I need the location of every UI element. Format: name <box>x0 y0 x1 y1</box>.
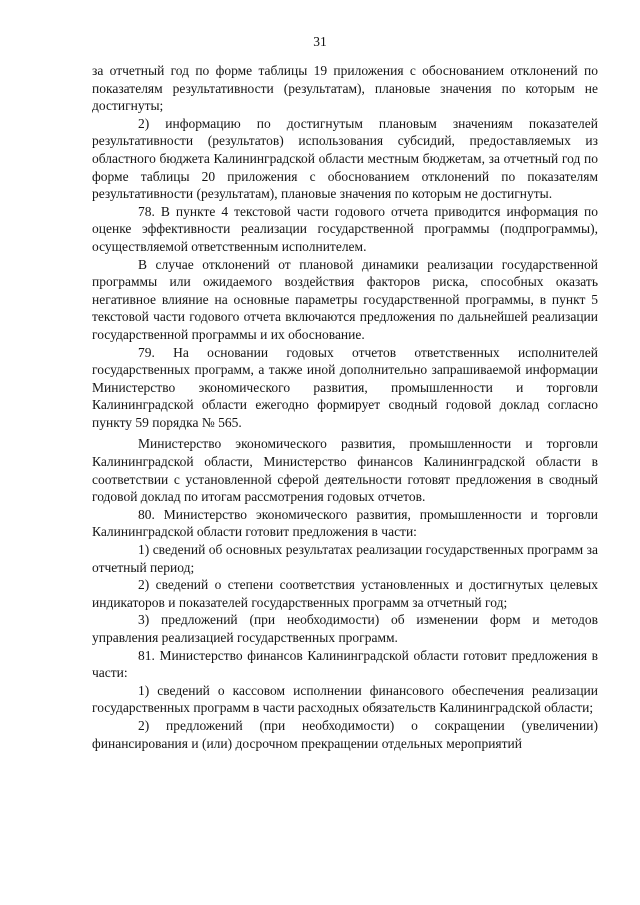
page-number: 31 <box>313 34 327 49</box>
paragraph: 2) сведений о степени соответствия установленных и достигнутых целевых индикаторов и показателей государственных программ за отчетный год; <box>92 577 598 610</box>
paragraph: 1) сведений о кассовом исполнении финансового обеспечения реализации государственных программ в части расходных обязательств Калининградской области; <box>92 682 598 716</box>
paragraph: за отчетный год по форме таблицы 19 приложения с обоснованием отклонений по показателям результативности (результатам), плановые значения по которым не достигнуты; <box>92 63 598 114</box>
paragraph: 3) предложений (при необходимости) об изменении форм и методов управления реализацией государственных программ. <box>92 612 598 645</box>
paragraph: Министерство экономического развития, промышленности и торговли Калининградской области, Министерство финансов Калининградской области в соответствии с установленной сферой деятельности готовят предложения в сводный годовой доклад по итогам рассмотрения годовых отчетов. <box>92 436 598 505</box>
paragraph: 2) информацию по достигнутым плановым значениям показателей результативности (результатов) использования субсидий, предоставляемых из областного бюджета Калининградской области местным бюджетам, за отчетный год по форме таблицы 20 приложения с обоснованием отклонений по показателям результативности (результатам), плановые значения по которым не достигнуты. <box>92 115 598 202</box>
paragraph: 81. Министерство финансов Калининградской области готовит предложения в части: <box>92 647 598 681</box>
paragraph: 1) сведений об основных результатах реализации государственных программ за отчетный период; <box>92 542 598 575</box>
paragraph: 79. На основании годовых отчетов ответственных исполнителей государственных программ, а также иной дополнительно запрашиваемой информации Министерство экономического развития, промышленности и торговли Калининградской области ежегодно формирует сводный годовой доклад согласно пункту 59 порядка № 565. <box>92 344 598 430</box>
paragraph: 80. Министерство экономического развития, промышленности и торговли Калининградской области готовит предложения в части: <box>92 506 598 540</box>
paragraph: 78. В пункте 4 текстовой части годового отчета приводится информация по оценке эффективности реализации государственной программы (подпрограммы), осуществляемой ответственным исполнителем. <box>92 203 598 254</box>
paragraph: В случае отклонений от плановой динамики реализации государственной программы или ожидаемого воздействия факторов риска, способных оказать негативное влияние на основные параметры государственной программы, в пункт 5 текстовой части годового отчета включаются предложения по дальнейшей реализации государственной программы и их обоснование. <box>92 256 598 342</box>
document-body <box>92 62 598 752</box>
paragraph: 2) предложений (при необходимости) о сокращении (увеличении) финансирования и (или) досрочном прекращении отдельных мероприятий <box>92 717 598 751</box>
